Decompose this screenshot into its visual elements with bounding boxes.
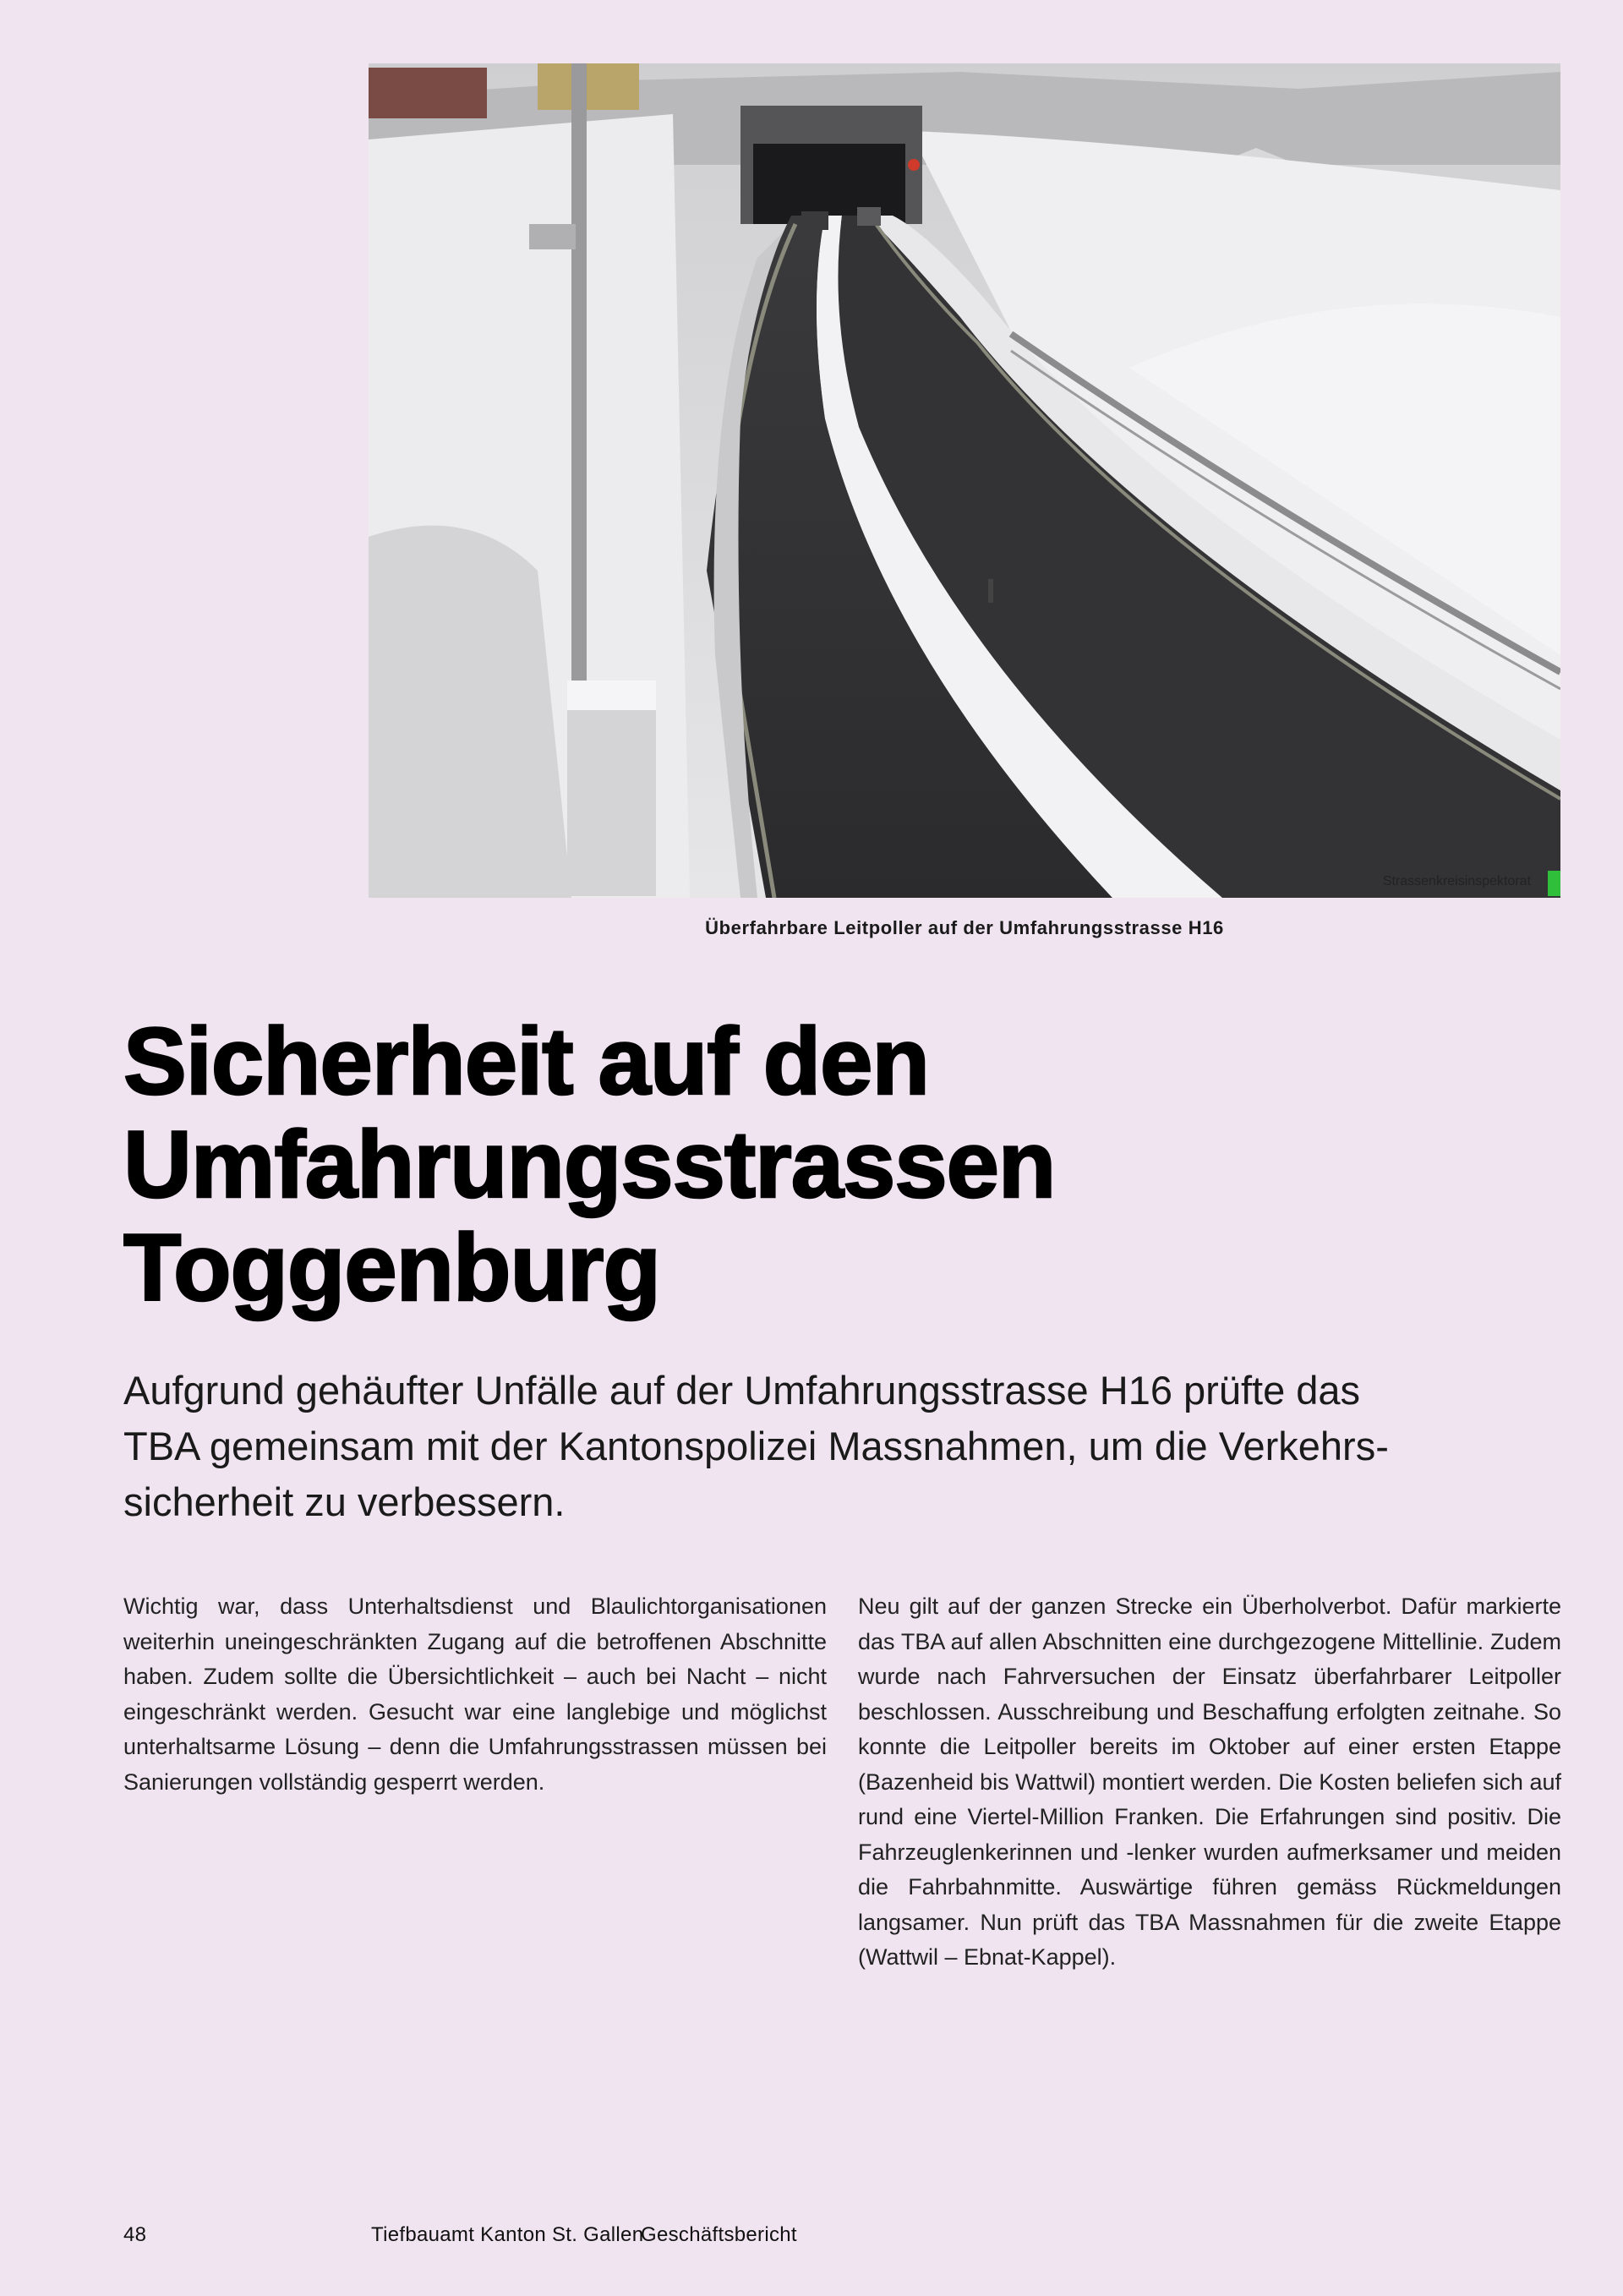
lead-line: Aufgrund gehäufter Unfälle auf der Umfahrungsstrasse H16 prüfte das — [123, 1368, 1361, 1413]
article-title — [123, 1010, 1307, 1320]
title-line: Umfahrungsstrassen — [123, 1112, 1056, 1217]
lead-line: sicherheit zu verbessern. — [123, 1479, 566, 1524]
snowy-road-tunnel-image — [369, 63, 1560, 898]
title-line: Sicherheit auf den — [123, 1009, 929, 1114]
body-column-right: Neu gilt auf der ganzen Strecke ein Überholverbot. Dafür markierte das TBA auf allen Abschnitten eine durchgezogene Mittellinie. Zudem wurde nach Fahrversuchen der Einsatz überfahrbarer Leitpoller beschlossen. Ausschreibung und Beschaffung erfolgten zeitnahe. So konnte die Leitpoller bereits im Oktober auf einer ersten Etappe (Bazenheid bis Wattwil) montiert werden. Die Kosten beliefen sich auf rund eine Viertel-Million Franken. Die Erfahrungen sind positiv. Die Fahrzeuglenkerinnen und -lenker wurden aufmerksamer und meiden die Fahrbahnmitte. Auswärtige führen gemäss Rückmeldungen langsamer. Nun prüft das TBA Massnahmen für die zweite Etappe (Wattwil – Ebnat-Kappel). — [858, 1594, 1561, 1970]
title-line: Toggenburg — [123, 1215, 660, 1320]
road-photo — [369, 63, 1560, 898]
footer-organization: Tiefbauamt Kanton St. Gallen — [371, 2223, 644, 2246]
page-number: 48 — [123, 2223, 147, 2246]
footer-document: Geschäftsbericht — [641, 2223, 797, 2246]
photo-caption: Überfahrbare Leitpoller auf der Umfahrungsstrasse H16 — [705, 917, 1224, 938]
lead-line: TBA gemeinsam mit der Kantonspolizei Massnahmen, um die Verkehrs- — [123, 1424, 1389, 1468]
body-column-left: Wichtig war, dass Unterhaltsdienst und Blaulichtorganisationen weiterhin uneingeschränkten Zugang auf die betroffenen Abschnitte haben. Zudem sollte die Übersichtlichkeit – auch bei Nacht – nicht eingeschränkt werden. Gesucht war eine langlebige und möglichst unterhaltsarme Lösung – denn die Umfahrungsstrassen müssen bei Sanierungen vollständig gesperrt werden. — [123, 1594, 827, 1795]
photo-watermark: Strassenkreisinspektorat — [1382, 874, 1531, 888]
article-lead — [123, 1363, 1527, 1530]
